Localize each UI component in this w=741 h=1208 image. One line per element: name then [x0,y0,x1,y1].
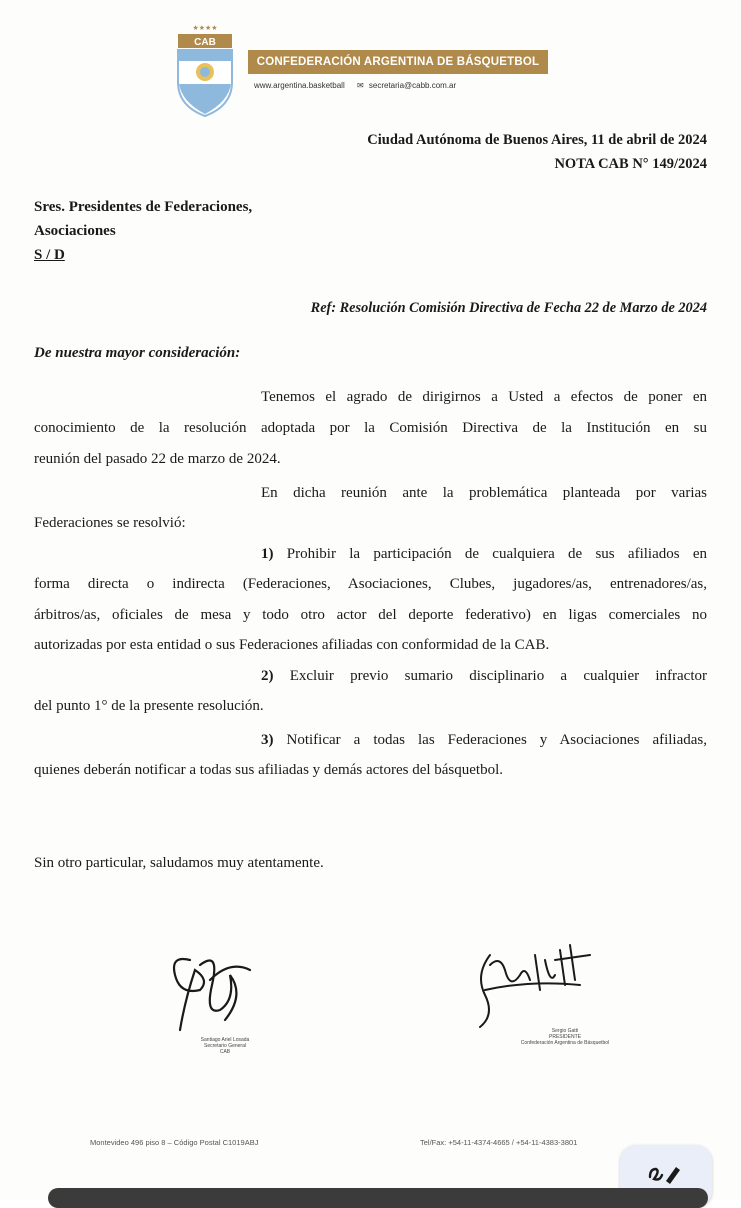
item-1-number: 1) [261,546,274,562]
resolution-item-1-line-2: forma directa o indirecta (Federaciones, Asociaciones, Clubes, jugadores/as, entrenadores/as, [34,576,707,592]
item-3-text: Notificar a todas las Federaciones y Asociaciones afiliadas, [286,732,708,748]
letterhead-contact [254,81,456,90]
organization-name-banner: CONFEDERACIÓN ARGENTINA DE BÁSQUETBOL [248,50,548,74]
resolution-item-2-line-1 [261,668,707,685]
right-signer-title: PRESIDENTE [549,1034,581,1040]
place-date: Ciudad Autónoma de Buenos Aires, 11 de abril de 2024 [367,132,707,148]
resolution-item-1-line-3: árbitros/as, oficiales de mesa y todo otro actor del deporte federativo) en ligas comerciales no [34,607,707,623]
item-1-text: Prohibir la participación de cualquiera de sus afiliados en [286,546,707,562]
note-number: NOTA CAB N° 149/2024 [554,156,707,172]
closing-line: Sin otro particular, saludamos muy atentamente. [34,855,324,871]
item-3-number: 3) [261,732,274,748]
right-signer-name: Sergio Gatti [551,1028,579,1034]
footer-address: Montevideo 496 piso 8 – Código Postal C1019ABJ [90,1138,259,1147]
body-paragraph-1-line-1: Tenemos el agrado de dirigirnos a Usted a efectos de poner en [261,389,707,405]
body-paragraph-2-line-1: En dicha reunión ante la problemática planteada por varias [261,485,707,501]
logo-text: CAB [194,37,216,48]
email-text: secretaria@cabb.com.ar [368,81,457,90]
pen-markup-icon [646,1159,684,1189]
bottom-toolbar[interactable] [48,1188,708,1208]
right-signature-caption [510,1028,620,1046]
resolution-item-2-line-2: del punto 1° de la presente resolución. [34,698,264,714]
recipient-line-1: Sres. Presidentes de Federaciones, [34,199,253,215]
left-signature-caption [180,1037,270,1055]
body-paragraph-1-line-2: conocimiento de la resolución adoptada por la Comisión Directiva de la Institución en su [34,420,707,436]
svg-text:★★★★: ★★★★ [192,24,218,32]
recipient-line-2: Asociaciones [34,223,116,239]
body-paragraph-1-line-3: reunión del pasado 22 de marzo de 2024. [34,451,281,467]
resolution-item-3-line-2: quienes deberán notificar a todas sus afiliadas y demás actores del básquetbol. [34,762,504,778]
left-signer-title: Secretario General [204,1043,246,1049]
mail-icon: ✉ [356,81,364,90]
reference-line: Ref: Resolución Comisión Directiva de Fecha 22 de Marzo de 2024 [310,300,707,316]
item-2-text: Excluir previo sumario disciplinario a cualquier infractor [289,668,707,684]
right-signer-org: Confederación Argentina de Básquetbol [520,1040,610,1046]
resolution-item-3-line-1 [261,732,707,749]
resolution-item-1-line-4: autorizadas por esta entidad o sus Federaciones afiliadas con conformidad de la CAB. [34,637,550,653]
salutation: De nuestra mayor consideración: [34,345,241,361]
website-text: www.argentina.basketball [254,81,345,90]
left-signature-icon [150,940,260,1040]
right-signature-icon [470,935,600,1030]
footer-phones: Tel/Fax: +54-11-4374-4665 / +54-11-4383-3801 [420,1138,578,1147]
cab-logo-icon [170,22,240,118]
body-paragraph-2-line-2: Federaciones se resolvió: [34,515,186,531]
item-2-number: 2) [261,668,274,684]
left-signer-org: CAB [219,1049,231,1055]
left-signer-name: Santiago Ariel Losada [200,1037,250,1043]
resolution-item-1-line-1 [261,546,707,563]
recipient-line-3: S / D [34,247,65,263]
